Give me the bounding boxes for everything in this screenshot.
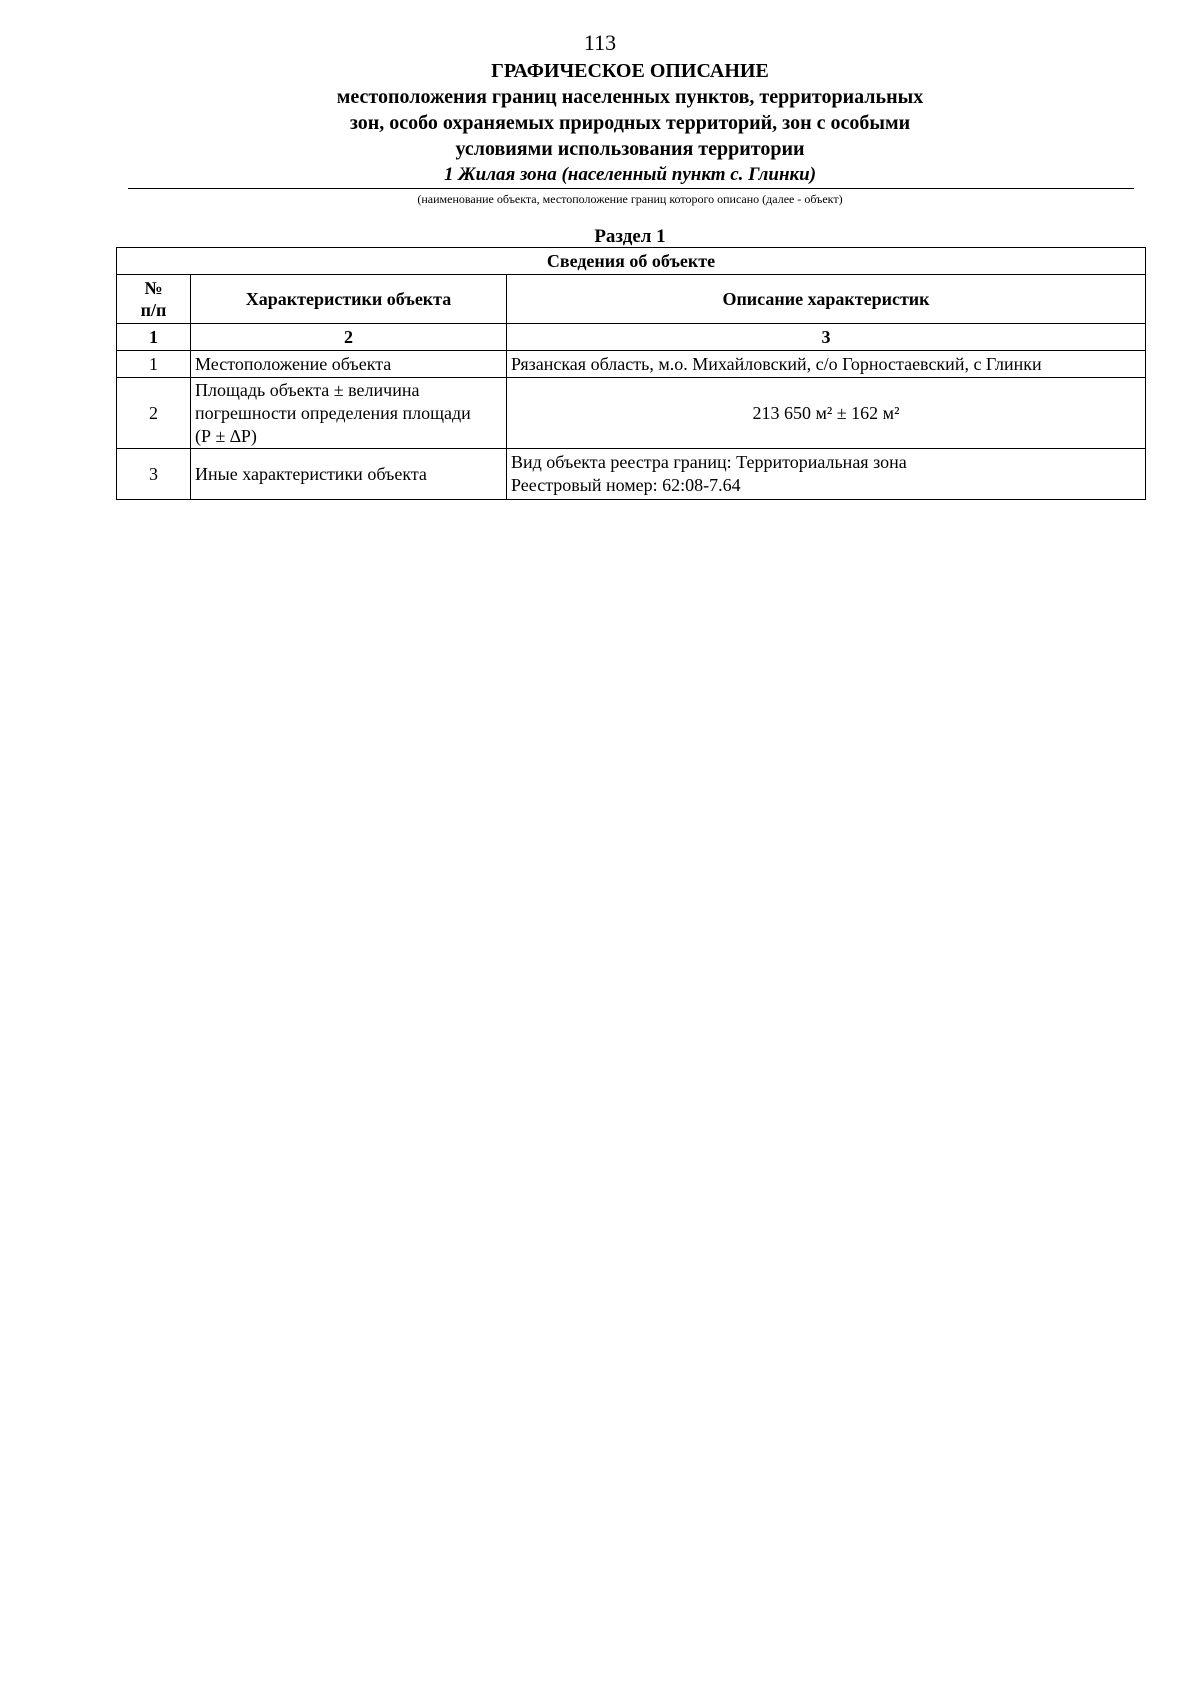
object-name-underline — [128, 188, 1134, 189]
row-description: 213 650 м² ± 162 м² — [507, 378, 1146, 449]
table-row — [117, 378, 1146, 449]
object-info-table — [116, 247, 1146, 500]
column-header-num-line-1: № — [144, 278, 163, 298]
table-row — [117, 351, 1146, 378]
row-number: 3 — [117, 449, 191, 500]
column-header-num — [117, 275, 191, 324]
column-number-2: 2 — [191, 324, 507, 351]
object-name-caption: (наименование объекта, местоположение границ которого описано (далее - объект) — [417, 192, 843, 206]
document-subtitle-line-2: зон, особо охраняемых природных территорий, зон с особыми — [349, 112, 911, 134]
document-title: ГРАФИЧЕСКОЕ ОПИСАНИЕ — [491, 60, 769, 82]
row-description-line-2: Реестровый номер: 62:08-7.64 — [511, 475, 741, 495]
column-header-num-line-2: п/п — [140, 300, 167, 320]
column-number-3: 3 — [507, 324, 1146, 351]
table-header-row — [117, 275, 1146, 324]
row-number: 2 — [117, 378, 191, 449]
table-caption: Сведения об объекте — [117, 248, 1146, 275]
row-characteristic-line-3: (Р ± ∆Р) — [195, 425, 257, 446]
column-header-characteristic: Характеристики объекта — [191, 275, 507, 324]
table-caption-row — [117, 248, 1146, 275]
column-header-description: Описание характеристик — [507, 275, 1146, 324]
page-number: 113 — [583, 30, 617, 55]
table-row — [117, 449, 1146, 500]
row-description-line-1: Вид объекта реестра границ: Территориальная зона — [511, 452, 907, 472]
row-description: Рязанская область, м.о. Михайловский, с/о Горностаевский, с Глинки — [507, 351, 1146, 378]
row-characteristic — [191, 378, 507, 449]
row-characteristic: Иные характеристики объекта — [191, 449, 507, 500]
row-characteristic-line-1: Площадь объекта ± величина — [195, 379, 420, 400]
column-number-1: 1 — [117, 324, 191, 351]
row-number: 1 — [117, 351, 191, 378]
row-characteristic-line-2: погрешности определения площади — [195, 402, 471, 423]
document-header — [0, 58, 1200, 188]
document-subtitle-line-3: условиями использования территории — [455, 138, 805, 160]
object-name: 1 Жилая зона (населенный пункт с. Глинки) — [443, 164, 817, 185]
section-label: Раздел 1 — [594, 226, 666, 247]
row-characteristic: Местоположение объекта — [191, 351, 507, 378]
column-number-row — [117, 324, 1146, 351]
row-description — [507, 449, 1146, 500]
document-subtitle-line-1: местоположения границ населенных пунктов, территориальных — [336, 86, 924, 108]
